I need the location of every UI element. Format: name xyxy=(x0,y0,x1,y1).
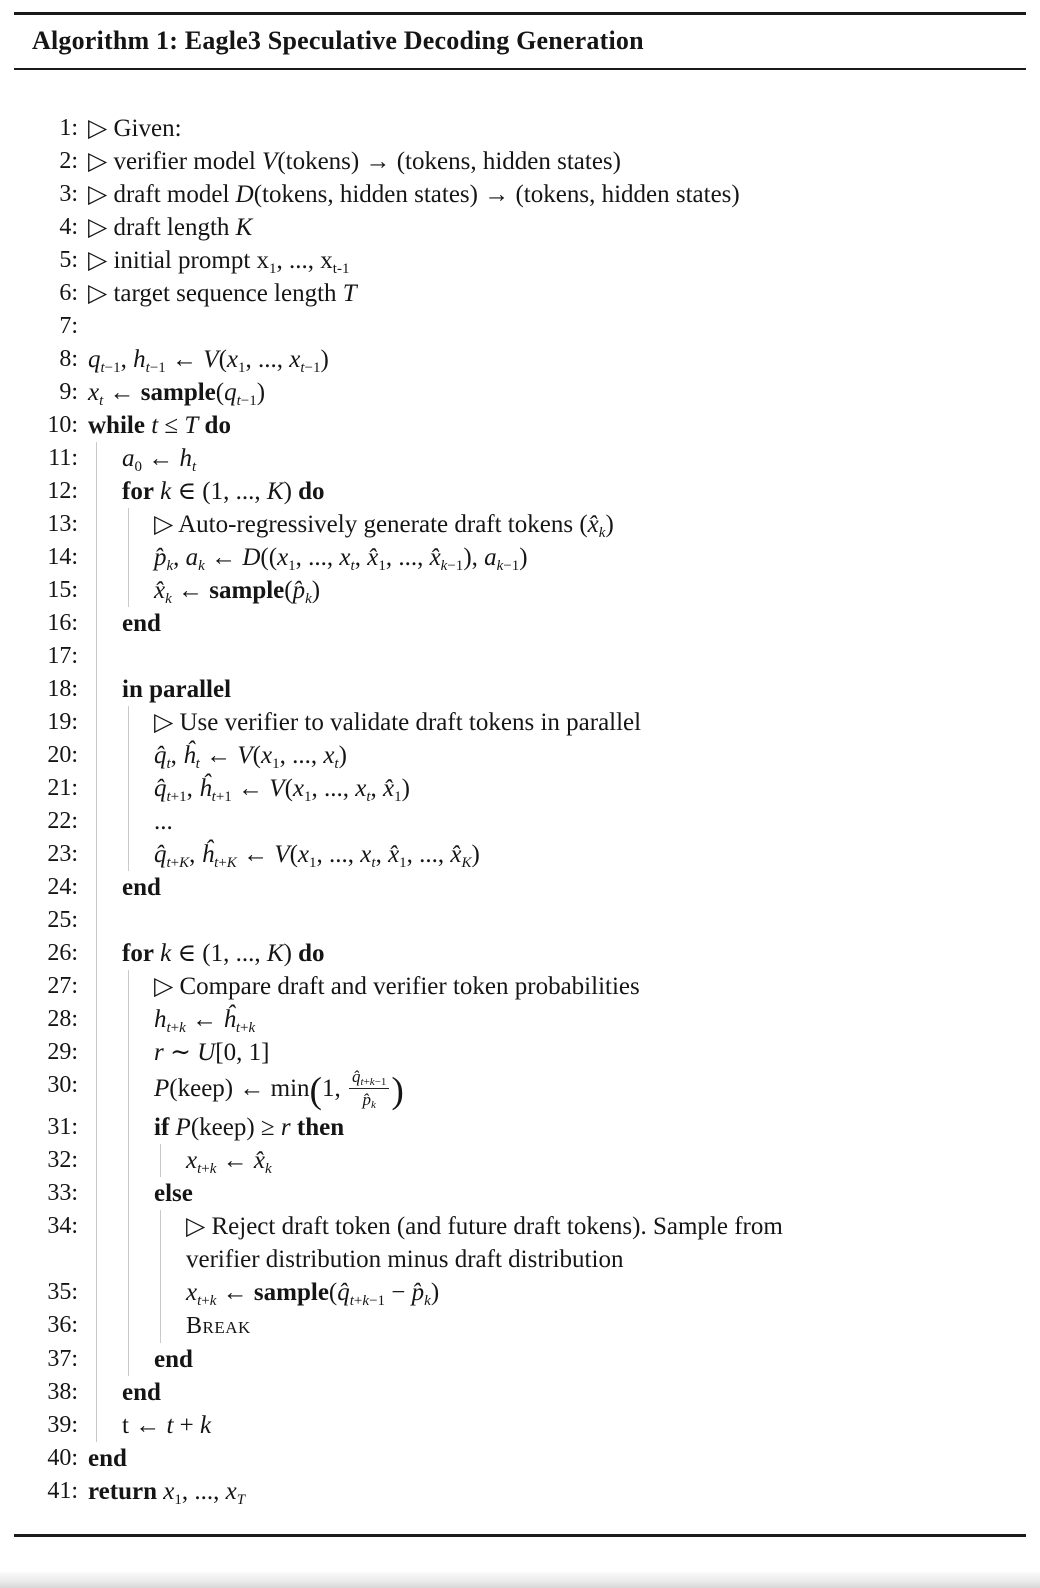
indent-guide xyxy=(96,871,97,904)
indent-guide xyxy=(96,1309,97,1343)
algorithm-line-41 xyxy=(14,1475,1026,1508)
line-number: 41: xyxy=(47,1478,78,1505)
indent-guide xyxy=(96,937,97,970)
line-content: ▷ target sequence length T xyxy=(88,280,357,307)
indent-guide xyxy=(128,1210,129,1276)
indent-guide xyxy=(96,475,97,508)
indent-guide xyxy=(128,1276,129,1309)
indent-guide xyxy=(160,1144,161,1177)
indent-guide xyxy=(96,442,97,475)
algorithm-line-38 xyxy=(14,1376,1026,1409)
indent-guide xyxy=(96,673,97,706)
indent-guide xyxy=(128,1309,129,1343)
algorithm-line-25 xyxy=(14,904,1026,937)
line-content: in parallel xyxy=(122,676,232,703)
line-content: end xyxy=(122,874,161,901)
line-content: while t ≤ T do xyxy=(88,412,231,439)
line-number: 8: xyxy=(59,346,78,372)
indent-guide xyxy=(96,1210,97,1276)
line-number: 27: xyxy=(47,973,78,999)
line-content: t ← t + k xyxy=(122,1412,212,1440)
algorithm-line-23 xyxy=(14,838,1026,871)
algorithm-line-11 xyxy=(14,442,1026,475)
line-content: return $x_1$, ..., $x_T$ xyxy=(88,1478,246,1509)
indent-guide xyxy=(96,970,97,1003)
algorithm-line-39 xyxy=(14,1409,1026,1442)
line-number: 20: xyxy=(47,742,78,768)
algorithm-line-26 xyxy=(14,937,1026,970)
algorithm-line-16 xyxy=(14,607,1026,640)
line-number: 39: xyxy=(47,1412,78,1439)
line-content: r ∼ U[0, 1] xyxy=(154,1039,270,1066)
line-number: 33: xyxy=(47,1180,78,1207)
line-content: P(keep) ← min(1, $\frac{q̂_{t+k-1}}{p̂_k}$ ) xyxy=(154,1067,404,1112)
algorithm-line-7 xyxy=(14,310,1026,343)
indent-guide xyxy=(96,1376,97,1409)
algorithm-line-34 xyxy=(14,1210,1026,1276)
line-content: for k ∈ (1, ..., K) do xyxy=(122,940,325,967)
line-content: $a_0$ ← $h_t$ xyxy=(122,445,197,475)
indent-guide xyxy=(96,1144,97,1177)
indent-guide xyxy=(160,1210,161,1276)
indent-guide xyxy=(96,805,97,838)
line-number: 40: xyxy=(47,1445,78,1472)
line-content: for k ∈ (1, ..., K) do xyxy=(122,478,325,505)
algorithm-line-22 xyxy=(14,805,1026,838)
indent-guide xyxy=(128,1036,129,1069)
algorithm-line-24 xyxy=(14,871,1026,904)
indent-guide xyxy=(96,1111,97,1144)
line-number: 37: xyxy=(47,1346,78,1373)
algorithm-line-1 xyxy=(14,112,1026,145)
indent-guide xyxy=(128,838,129,871)
indent-guide xyxy=(96,574,97,607)
line-content: $q̂_{t+K}$, $ĥ_{t+K}$ ← $V(x_1$, ..., $x_t$, $x̂_1$, ..., $x̂_K$) xyxy=(154,841,480,871)
line-number: 12: xyxy=(47,478,78,504)
line-number: 7: xyxy=(59,313,78,339)
line-number: 28: xyxy=(47,1006,78,1032)
line-number: 22: xyxy=(47,808,78,834)
line-number: 30: xyxy=(47,1072,78,1098)
line-content: ▷ draft length K xyxy=(88,214,253,241)
line-number: 23: xyxy=(47,841,78,867)
line-number: 31: xyxy=(47,1114,78,1141)
indent-guide xyxy=(128,1144,129,1177)
line-number: 15: xyxy=(47,577,78,603)
line-number: 26: xyxy=(47,940,78,966)
indent-guide xyxy=(128,1003,129,1036)
algorithm-line-21 xyxy=(14,772,1026,805)
line-number: 36: xyxy=(47,1312,78,1339)
indent-guide xyxy=(160,1276,161,1309)
indent-guide xyxy=(96,1177,97,1210)
line-content: end xyxy=(154,1346,193,1374)
indent-guide xyxy=(96,1036,97,1069)
line-number: 9: xyxy=(59,379,78,405)
algorithm-line-36 xyxy=(14,1309,1026,1343)
line-content: ... xyxy=(154,808,173,835)
indent-guide xyxy=(160,1309,161,1343)
line-number: 13: xyxy=(47,511,78,537)
line-number: 19: xyxy=(47,709,78,735)
line-number: 10: xyxy=(47,412,78,438)
line-number: 5: xyxy=(59,247,78,273)
algorithm-line-32 xyxy=(14,1144,1026,1177)
algorithm-title: Algorithm 1: Eagle3 Speculative Decoding Generation xyxy=(32,26,644,55)
line-number: 2: xyxy=(59,148,78,174)
algorithm-line-29 xyxy=(14,1036,1026,1069)
indent-guide xyxy=(96,1409,97,1442)
line-content: if P(keep) ≥ r then xyxy=(154,1114,345,1142)
indent-guide xyxy=(128,1177,129,1210)
algorithm-line-33 xyxy=(14,1177,1026,1210)
line-content: end xyxy=(122,1379,161,1407)
indent-guide xyxy=(128,805,129,838)
line-content: else xyxy=(154,1180,193,1208)
indent-guide xyxy=(128,574,129,607)
line-content: $h_{t+k}$ ← $ĥ_{t+k}$ xyxy=(154,1006,256,1036)
bottom-rule xyxy=(14,1534,1026,1537)
algorithm-line-10 xyxy=(14,409,1026,442)
indent-guide xyxy=(96,1276,97,1309)
line-content: $x_{t+k}$ ← $x̂_k$ xyxy=(186,1147,272,1178)
indent-guide xyxy=(96,1343,97,1376)
line-content: ▷ draft model D(tokens, hidden states) → (tokens, hidden states) xyxy=(88,181,740,208)
algorithm-line-18 xyxy=(14,673,1026,706)
algorithm-line-40 xyxy=(14,1442,1026,1475)
line-content: ▷ Use verifier to validate draft tokens in parallel xyxy=(154,709,642,736)
indent-guide xyxy=(128,508,129,541)
indent-guide xyxy=(128,706,129,739)
algorithm-line-15 xyxy=(14,574,1026,607)
line-content: $q̂_t$, $ĥ_t$ ← $V(x_1$, ..., $x_t$) xyxy=(154,742,347,772)
line-number: 25: xyxy=(47,907,78,933)
indent-guide xyxy=(96,1003,97,1036)
indent-guide xyxy=(96,838,97,871)
line-content: $p̂_k$, $a_k$ ← $D((x_1$, ..., $x_t$, $x̂_1$, ..., $x̂_{k-1}$), $a_{k-1}$) xyxy=(154,544,528,574)
indent-guide xyxy=(96,1069,97,1111)
algorithm-line-2 xyxy=(14,145,1026,178)
algorithm-line-13 xyxy=(14,508,1026,541)
algorithm-line-3 xyxy=(14,178,1026,211)
line-number: 1: xyxy=(59,115,78,141)
line-content: $x̂_k$ ← $sample(p̂_k)$ xyxy=(154,577,321,607)
algorithm-line-12 xyxy=(14,475,1026,508)
indent-guide xyxy=(128,739,129,772)
line-number: 32: xyxy=(47,1147,78,1174)
line-number: 16: xyxy=(47,610,78,636)
algorithm-line-19 xyxy=(14,706,1026,739)
indent-guide xyxy=(96,607,97,640)
line-number: 24: xyxy=(47,874,78,900)
line-content: $x_t$ ← $sample(q_{t-1})$ xyxy=(88,379,266,409)
line-content: $q_{t-1}$, $h_{t-1}$ ← $V(x_1$, ..., $x_{t-1}$) xyxy=(88,346,329,376)
indent-guide xyxy=(128,1069,129,1111)
line-content: $q̂_{t+1}$, $ĥ_{t+1}$ ← $V(x_1$, ..., $x_t$, $x̂_1$) xyxy=(154,775,410,805)
line-number: 38: xyxy=(47,1379,78,1406)
indent-guide xyxy=(96,541,97,574)
line-number: 4: xyxy=(59,214,78,240)
line-content: end xyxy=(122,610,161,637)
algorithm-line-4 xyxy=(14,211,1026,244)
line-content: $x_{t+k}$ ← $sample(q̂_{t+k-1}$ − $p̂_k$) xyxy=(186,1279,440,1310)
line-number: 17: xyxy=(47,643,78,669)
line-number: 6: xyxy=(59,280,78,306)
algorithm-figure xyxy=(0,12,1040,1588)
line-content: ▷ verifier model V(tokens) → (tokens, hidden states) xyxy=(88,148,621,175)
algorithm-line-28 xyxy=(14,1003,1026,1036)
algorithm-line-5 xyxy=(14,244,1026,277)
indent-guide xyxy=(128,1343,129,1376)
line-content: ▷ Given: xyxy=(88,115,182,142)
line-number: 11: xyxy=(48,445,78,471)
page-edge xyxy=(0,1572,1040,1588)
line-number: 18: xyxy=(47,676,78,702)
line-content: end xyxy=(88,1445,127,1473)
line-number: 3: xyxy=(59,181,78,207)
line-content: ▷ Compare draft and verifier token probabilities xyxy=(154,973,640,1000)
indent-guide xyxy=(96,904,97,937)
algorithm-line-35 xyxy=(14,1276,1026,1309)
line-number: 34: xyxy=(47,1213,78,1240)
indent-guide xyxy=(96,706,97,739)
algorithm-line-27 xyxy=(14,970,1026,1003)
algorithm-line-31 xyxy=(14,1111,1026,1144)
indent-guide xyxy=(128,541,129,574)
indent-guide xyxy=(96,739,97,772)
algorithm-line-6 xyxy=(14,277,1026,310)
line-number: 35: xyxy=(47,1279,78,1306)
algorithm-line-20 xyxy=(14,739,1026,772)
line-number: 14: xyxy=(47,544,78,570)
indent-guide xyxy=(96,772,97,805)
indent-guide xyxy=(128,772,129,805)
indent-guide xyxy=(128,970,129,1003)
algorithm-body xyxy=(14,70,1026,1530)
algorithm-line-37 xyxy=(14,1343,1026,1376)
line-content: ▷ initial prompt $x_1$, ..., $x_{t-1}$ xyxy=(88,247,350,277)
line-content: ▷ Reject draft token (and future draft tokens). Sample from verifier distribution minus draft distribution xyxy=(186,1213,783,1274)
algorithm-line-30 xyxy=(14,1069,1026,1111)
indent-guide xyxy=(96,508,97,541)
line-content: Break xyxy=(186,1313,251,1340)
line-number: 21: xyxy=(47,775,78,801)
algorithm-line-14 xyxy=(14,541,1026,574)
algorithm-line-8 xyxy=(14,343,1026,376)
line-number: 29: xyxy=(47,1039,78,1065)
indent-guide xyxy=(128,1111,129,1144)
line-content: ▷ Auto-regressively generate draft tokens $(x̂_k)$ xyxy=(154,511,614,541)
algorithm-line-17 xyxy=(14,640,1026,673)
indent-guide xyxy=(96,640,97,673)
algorithm-line-9 xyxy=(14,376,1026,409)
